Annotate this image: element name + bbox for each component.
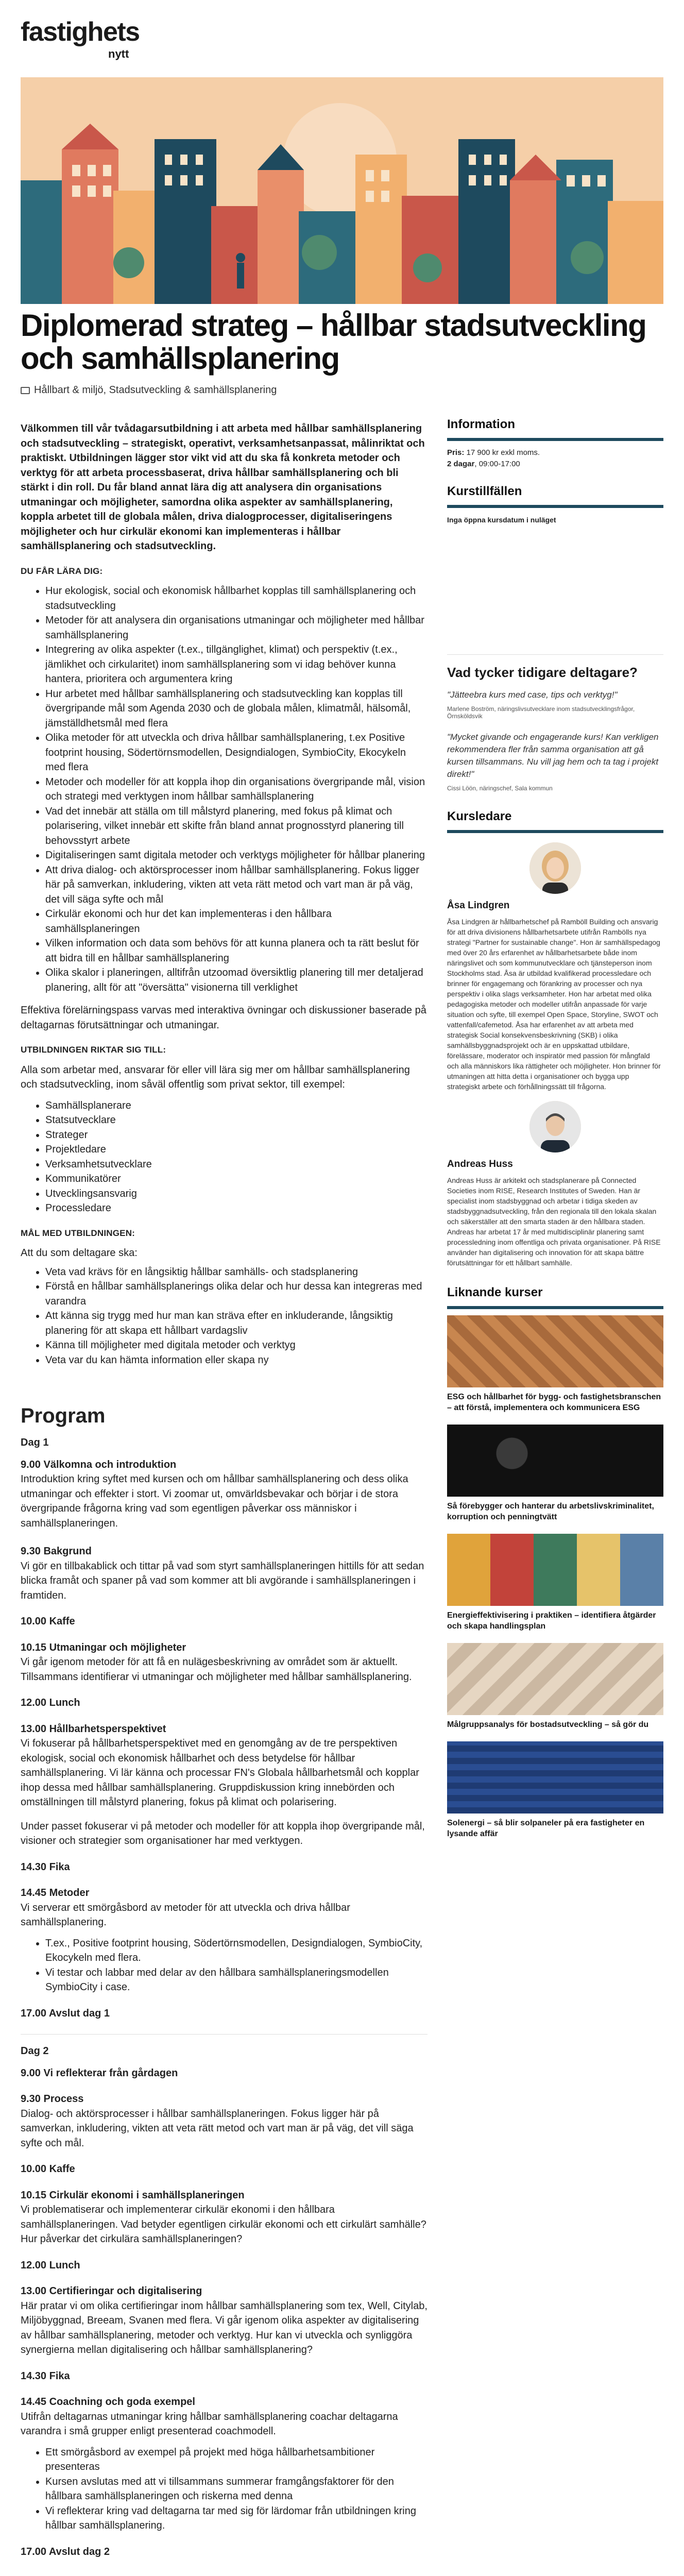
day2-label: Dag 2	[21, 2045, 49, 2057]
list-item: Verksamhetsutvecklare	[36, 1157, 427, 1172]
list-item: Vad det innebär att ställa om till målstyrd planering, med fokus på klimat och polarisering, vilket innebär ett skifte från bland annat prognosstyrd planering till behovsstyrt arbete	[36, 804, 427, 849]
slot-time: 10.00 Kaffe	[21, 1616, 75, 1627]
goals-heading: MÅL MED UTBILDNINGEN:	[21, 1228, 135, 1238]
category-line	[21, 384, 277, 396]
list-item: Veta vad krävs för en långsiktig hållbar samhälls- och stadsplanering	[36, 1265, 427, 1280]
program-slot	[21, 2369, 427, 2384]
slot-text: Introduktion kring syftet med kursen och om hållbar samhällsplanering och dess olika utmaningar och effekter i stort. Vi zoomar ut, omvärldsbevakar och börjar i de stora övergripande frågorna kring vad som egentligen påverkar oss människor i samhällsplaneringen.	[21, 1473, 408, 1529]
list-item: Processledare	[36, 1201, 427, 1216]
list-item: Kursen avslutas med att vi tillsammans summerar framgångsfaktorer för den hållbara samhällsplaneringen och riskerna med denna	[36, 2475, 427, 2504]
slot-text: Vi fokuserar på hållbarhetsperspektivet med en genomgång av de tre perspektiven ekologisk, social och ekonomisk hållbarhet och dess betydelse för hållbar samhällsplanering. Vi lär känna och processar FN's Globala hållbarhetsmål och kopplar ihop dessa med hållbar samhällsplanering. Gruppdiskussion kring innebörden och omställningen till målstyrd planering, fokus på klimat och polarisering.	[21, 1738, 419, 1808]
audience-heading: UTBILDNINGEN RIKTAR SIG TILL:	[21, 1045, 166, 1055]
slot-time: 10.15 Utmaningar och möjligheter	[21, 1641, 186, 1653]
intro-text: Välkommen till vår tvådagarsutbildning i att arbeta med hållbar samhällsplanering och stadsutveckling – strategiskt, operativt, verksamhetsanpassat, målinriktat och praktiskt. Utbildningen lägger stor vikt vid att du ska få konkreta metoder och verktyg för att arbeta processbaserat, driva hållbar samhällsplanering och bli stärkt i din roll. Du får bland annat lära dig att analysera din organisations utmaningar och möjligheter, samordna olika aspekter av samhällsplanering, koppla arbetet till de globala målen, driva dialogprocesser, digitaliseringens möjligheter och hur cirkulär ekonomi kan implementeras i hållbar samhällsplanering och stadsutveckling.	[21, 423, 425, 552]
course-card[interactable]	[447, 1315, 663, 1413]
list-item: Cirkulär ekonomi och hur det kan implementeras i den hållbara samhällsplaneringen	[36, 907, 427, 936]
teachers-title: Kursledare	[447, 809, 663, 833]
slot-text: Vi gör en tillbakablick och tittar på vad som styrt samhällsplaneringen hittills för att sedan blicka framåt och spaner på vad som kommer att bli avgörande i samhällsplaneringen i framtiden.	[21, 1560, 424, 1601]
program-slot	[21, 1458, 427, 1531]
slot-text: Här pratar vi om olika certifieringar inom hållbar samhällsplanering som tex, Well, Citylab, Miljöbyggnad, Breeam, Svanen med flera. Vi går igenom olika aspekter av digitalisering av hållbar samhällsplanering, metoder och verktyg. Hur kan vi utveckla och synliggöra synergierna mellan digitalisering och hållbar samhällsplanering?	[21, 2300, 427, 2355]
course-card[interactable]	[447, 1741, 663, 1839]
learn-list	[36, 584, 427, 995]
list-item: Integrering av olika aspekter (t.ex., tillgänglighet, klimat) och perspektiv (t.ex., jämlikhet och cirkularitet) inom samhällsplanering som vi idag behöver kunna hantera, prioritera och argumentera kring	[36, 642, 427, 687]
list-item: Vi testar och labbar med delar av den hållbara samhällsplaneringsmodellen SymbioCity i case.	[36, 1965, 427, 1995]
info-box	[447, 417, 663, 470]
teacher-name: Åsa Lindgren	[447, 900, 510, 911]
course-image	[447, 1534, 663, 1606]
list-item: Vilken information och data som behövs för att kunna planera och ta rätt beslut för att bidra till en hållbar samhällsplanering	[36, 936, 427, 965]
site-header	[0, 0, 684, 77]
program-slot	[21, 2188, 427, 2247]
course-image	[447, 1425, 663, 1497]
price-label: Pris:	[447, 448, 465, 457]
slot-time: 13.00 Hållbarhetsperspektivet	[21, 1723, 166, 1735]
list-item: T.ex., Positive footprint housing, Södertörnsmodellen, Designdialogen, SymbioCity, Ekocykeln med flera.	[36, 1936, 427, 1965]
goals-list	[36, 1265, 427, 1368]
site-logo[interactable]	[21, 17, 140, 60]
slot-time: 9.30 Process	[21, 2093, 84, 2105]
slot-time: 12.00 Lunch	[21, 1697, 80, 1708]
goals-text: Att du som deltagare ska:	[21, 1247, 138, 1259]
quotes-title: Vad tycker tidigare deltagare?	[447, 654, 663, 681]
audience-text: Alla som arbetar med, ansvarar för eller vill lära sig mer om hållbar samhällsplanering och stadsutveckling, inom såväl offentlig som privat sektor, till exempel:	[21, 1064, 410, 1090]
slot-text: Dialog- och aktörsprocesser i hållbar samhällsplaneringen. Fokus ligger här på samverkan, inkludering, vikten att veta rätt metod och vart man är på väg, det vill säga syfte och mål.	[21, 2108, 414, 2149]
list-item: Vi reflekterar kring vad deltagarna tar med sig för lärdomar från utbildningen kring hållbar samhällsplanering.	[36, 2504, 427, 2533]
list-item: Känna till möjligheter med digitala metoder och verktyg	[36, 1338, 427, 1353]
slot-time: 9.00 Vi reflekterar från gårdagen	[21, 2067, 178, 2079]
course-card[interactable]	[447, 1534, 663, 1632]
list-item: Ett smörgåsbord av exempel på projekt med höga hållbarhetsambitioner presenteras	[36, 2445, 427, 2475]
slot-time: 14.30 Fika	[21, 2370, 70, 2382]
teacher-photo	[529, 1101, 581, 1153]
teacher-card	[447, 842, 663, 1092]
slot-text: Vi serverar ett smörgåsbord av metoder för att utveckla och driva hållbar samhällsplanering.	[21, 1902, 350, 1928]
slot-time: 14.45 Coachning och goda exempel	[21, 2396, 195, 2408]
teacher-photo	[529, 842, 581, 894]
quote-author: Cissi Löön, näringschef, Sala kommun	[447, 785, 553, 792]
course-title: Så förebygger och hanterar du arbetslivskriminalitet, korruption och penningtvätt	[447, 1502, 654, 1521]
program-slot	[21, 2092, 427, 2150]
slot-time: 14.30 Fika	[21, 1861, 70, 1873]
methods-list	[36, 1936, 427, 1995]
list-item: Förstå en hållbar samhällsplanerings olika delar och hur dessa kan integreras med varandra	[36, 1279, 427, 1309]
city-illustration	[21, 77, 663, 304]
slot-time: 12.00 Lunch	[21, 2259, 80, 2271]
main-content	[21, 417, 427, 2561]
program-slot	[21, 1614, 427, 1629]
occasions-title: Kurstillfällen	[447, 484, 663, 508]
course-image	[447, 1741, 663, 1814]
program-slot	[21, 1544, 427, 1603]
sidebar	[447, 417, 663, 1851]
slot-time: 17.00 Avslut dag 1	[21, 2007, 110, 2019]
quote-text: "Mycket givande och engagerande kurs! Kan verkligen rekommendera fler från samma organisation att gå kursen tillsammans. Nu vill jag hem och ta tag i projekt direkt!"	[447, 732, 659, 779]
program-slot	[21, 2545, 427, 2560]
info-title: Information	[447, 417, 663, 441]
list-item: Projektledare	[36, 1142, 427, 1157]
teacher-bio: Andreas Huss är arkitekt och stadsplanerare på Connected Societies inom RISE, Research Institutes of Sweden. Han är specialist inom stadsbyggnad och arbetar i tidiga skeden av stadsbyggnadsutveckling, från den regionala till den lokala skalan och säkerställer att den smarta staden är den hållbara staden. Andreas har arbetat 17 år med multidisciplinär planering samt processledning inom offentliga och privata organisationer. På RISE använder han digitalisering och innovation för att skapa bättre förutsättningar för ett hållbart samhälle.	[447, 1176, 661, 1267]
occasions-box	[447, 484, 663, 526]
list-item: Hur ekologisk, social och ekonomisk hållbarhet kopplas till samhällsplanering och stadsutveckling	[36, 584, 427, 613]
divider	[21, 2034, 427, 2035]
program-slot	[21, 2162, 427, 2177]
list-item: Strateger	[36, 1128, 427, 1143]
learn-heading: DU FÅR LÄRA DIG:	[21, 566, 103, 576]
list-item: Kommunikatörer	[36, 1172, 427, 1187]
learn-note: Effektiva förelärningspass varvas med interaktiva övningar och diskussioner baserade på deltagarnas förutsättningar och utmaningar.	[21, 1005, 426, 1031]
course-title: ESG och hållbarhet för bygg- och fastighetsbranschen – att förstå, implementera och kommunicera ESG	[447, 1393, 661, 1412]
related-title: Liknande kurser	[447, 1285, 663, 1309]
quote-author: Marlene Boström, näringslivsutvecklare inom stadsutvecklingsfrågor, Örnsköldsvik	[447, 705, 635, 720]
quotes-box	[447, 654, 663, 792]
list-item: Att känna sig trygg med hur man kan sträva efter en inkluderande, långsiktig planering för att skapa ett hållbart vardagsliv	[36, 1309, 427, 1338]
related-courses	[447, 1285, 663, 1839]
price-value: 17 900 kr exkl moms.	[466, 448, 540, 457]
days-label: 2 dagar	[447, 460, 475, 468]
program-slot	[21, 2066, 427, 2081]
list-item: Veta var du kan hämta information eller skapa ny	[36, 1353, 427, 1368]
hero-illustration	[21, 77, 663, 304]
slot-time: 10.15 Cirkulär ekonomi i samhällsplaneringen	[21, 2189, 245, 2201]
list-item: Samhällsplanerare	[36, 1098, 427, 1113]
program-slot	[21, 1860, 427, 1875]
course-title: Solenergi – så blir solpaneler på era fastigheter en lysande affär	[447, 1819, 645, 1838]
program-slot	[21, 1696, 427, 1710]
teacher-card	[447, 1101, 663, 1268]
avatar-icon	[529, 1101, 581, 1153]
slot-text: Vi problematiserar och implementerar cirkulär ekonomi i den hållbara samhällsplaneringen. Vad betyder egentligen cirkulär ekonomi och ett cirkulärt samhälle? Hur påverkar det cirkulära samhällsplaneringen?	[21, 2204, 426, 2245]
time-value: , 09:00-17:00	[474, 460, 520, 468]
list-item: Att driva dialog- och aktörsprocesser inom hållbar samhällsplanering. Fokus ligger här på samverkan, inkludering, vikten att veta rätt metod och vart man är på väg, det vill säga syfte och mål	[36, 863, 427, 907]
program-slot	[21, 1819, 427, 1849]
slot-time: 13.00 Certifieringar och digitalisering	[21, 2285, 202, 2297]
course-image	[447, 1315, 663, 1387]
page-title: Diplomerad strateg – hållbar stadsutveckling och samhällsplanering	[21, 308, 646, 376]
course-title: Energieffektivisering i praktiken – identifiera åtgärder och skapa handlingsplan	[447, 1611, 656, 1631]
day1-label: Dag 1	[21, 1437, 49, 1448]
list-item: Hur arbetet med hållbar samhällsplanering och stadsutveckling kan kopplas till övergripande mål som Agenda 2030 och de globala målen, klimatmål, hälsomål, jämställdhetsmål med flera	[36, 687, 427, 731]
slot-text: Under passet fokuserar vi på metoder och modeller för att koppla ihop övergripande mål, visioner och strategier som organisationer har med verktygen.	[21, 1820, 425, 1846]
program-slot	[21, 1722, 427, 1810]
day2-list	[36, 2445, 427, 2533]
audience-list	[36, 1098, 427, 1216]
course-card[interactable]	[447, 1425, 663, 1522]
program-slot	[21, 2006, 427, 2021]
course-image	[447, 1643, 663, 1715]
teacher-name: Andreas Huss	[447, 1159, 513, 1170]
list-item: Metoder och modeller för att koppla ihop din organisations övergripande mål, vision och strategi med verktygen inom hållbar samhällsplanering	[36, 775, 427, 804]
program-slot	[21, 2395, 427, 2439]
price-row	[447, 447, 663, 459]
list-item: Statsutvecklare	[36, 1113, 427, 1128]
teacher-bio: Åsa Lindgren är hållbarhetschef på Ramböll Building och ansvarig för att driva divisionens hållbarhetsarbete utifrån Rambölls nya strategi "Partner for sustainable change". Hon är samhällspedagog med över 20 års erfarenhet av hållbarhetsarbete både inom näringslivet och som kommunutvecklare och tjänsteperson inom Stockholms stad. Åsa är utbildad kvalifikerad processledare och brinner för engagemang och förankring av processer och nya perspektiv i olika slags verksamheter. Hon har arbetat med olika pedagogiska metoder och modeller utifrån anpassade för varje situation och syfte, till exempel Open Space, Storyline, SWOT och vattenfall/cafemetod. Åsa har erfarenhet av att arbeta med strategisk Social konsekvensbeskrivning (SKB) i olika samhällsbyggnadsprojekt och är en uppskattad utbildare, förelässare, moderator och inspiratör med passion för mångfald och alla människors lika rättigheter och möjligheter. Hon brinner för utmaningen att hitta detta i organisationer och bygga upp strategiskt arbete och förhållningssätt till frågorna.	[447, 918, 661, 1091]
logo-main: fastighets	[21, 17, 140, 47]
slot-time: 14.45 Metoder	[21, 1887, 90, 1899]
course-title: Målgruppsanalys för bostadsutveckling – så gör du	[447, 1720, 649, 1729]
slot-time: 10.00 Kaffe	[21, 2163, 75, 2175]
program-slot	[21, 1640, 427, 1685]
slot-time: 17.00 Avslut dag 2	[21, 2546, 110, 2557]
slot-time: 9.00 Välkomna och introduktion	[21, 1459, 177, 1470]
course-card[interactable]	[447, 1643, 663, 1730]
program-heading: Program	[21, 1404, 106, 1427]
occasions-text: Inga öppna kursdatum i nuläget	[447, 516, 556, 524]
folder-icon	[21, 387, 30, 394]
category-links[interactable]: Hållbart & miljö, Stadsutveckling & samhällsplanering	[34, 384, 277, 396]
list-item: Olika skalor i planeringen, alltifrån utzoomad översiktlig planering till mer detaljerad planering, allt för att "översätta" visionerna till verklighet	[36, 965, 427, 995]
list-item: Digitaliseringen samt digitala metoder och verktygs möjligheter för hållbar planering	[36, 848, 427, 863]
avatar-icon	[529, 842, 581, 894]
list-item: Metoder för att analysera din organisations utmaningar och möjligheter med hållbar samhällsplanering	[36, 613, 427, 642]
time-row	[447, 459, 663, 470]
program-slot	[21, 2258, 427, 2273]
list-item: Utvecklingsansvarig	[36, 1187, 427, 1201]
logo-sub: nytt	[108, 47, 129, 60]
teachers-box	[447, 809, 663, 1268]
slot-time: 9.30 Bakgrund	[21, 1546, 92, 1557]
quote-text: "Jätteebra kurs med case, tips och verktyg!"	[447, 690, 618, 700]
slot-text: Utifrån deltagarnas utmaningar kring hållbar samhällsplanering coachar deltagarna varandra i små grupper enligt presenterad coachmodell.	[21, 2411, 398, 2437]
slot-text: Vi går igenom metoder för att få en nulägesbeskrivning av området som är aktuellt. Tillsammans identifierar vi utmaningar och möjligheter med hållbar samhällsplanering.	[21, 1656, 412, 1683]
program-slot	[21, 2284, 427, 2358]
list-item: Olika metoder för att utveckla och driva hållbar samhällsplanering, t.ex Positive footprint housing, Södertörnsmodellen, Designdialogen, SymbioCity, Ekocykeln med flera	[36, 731, 427, 775]
program-slot	[21, 1886, 427, 1930]
